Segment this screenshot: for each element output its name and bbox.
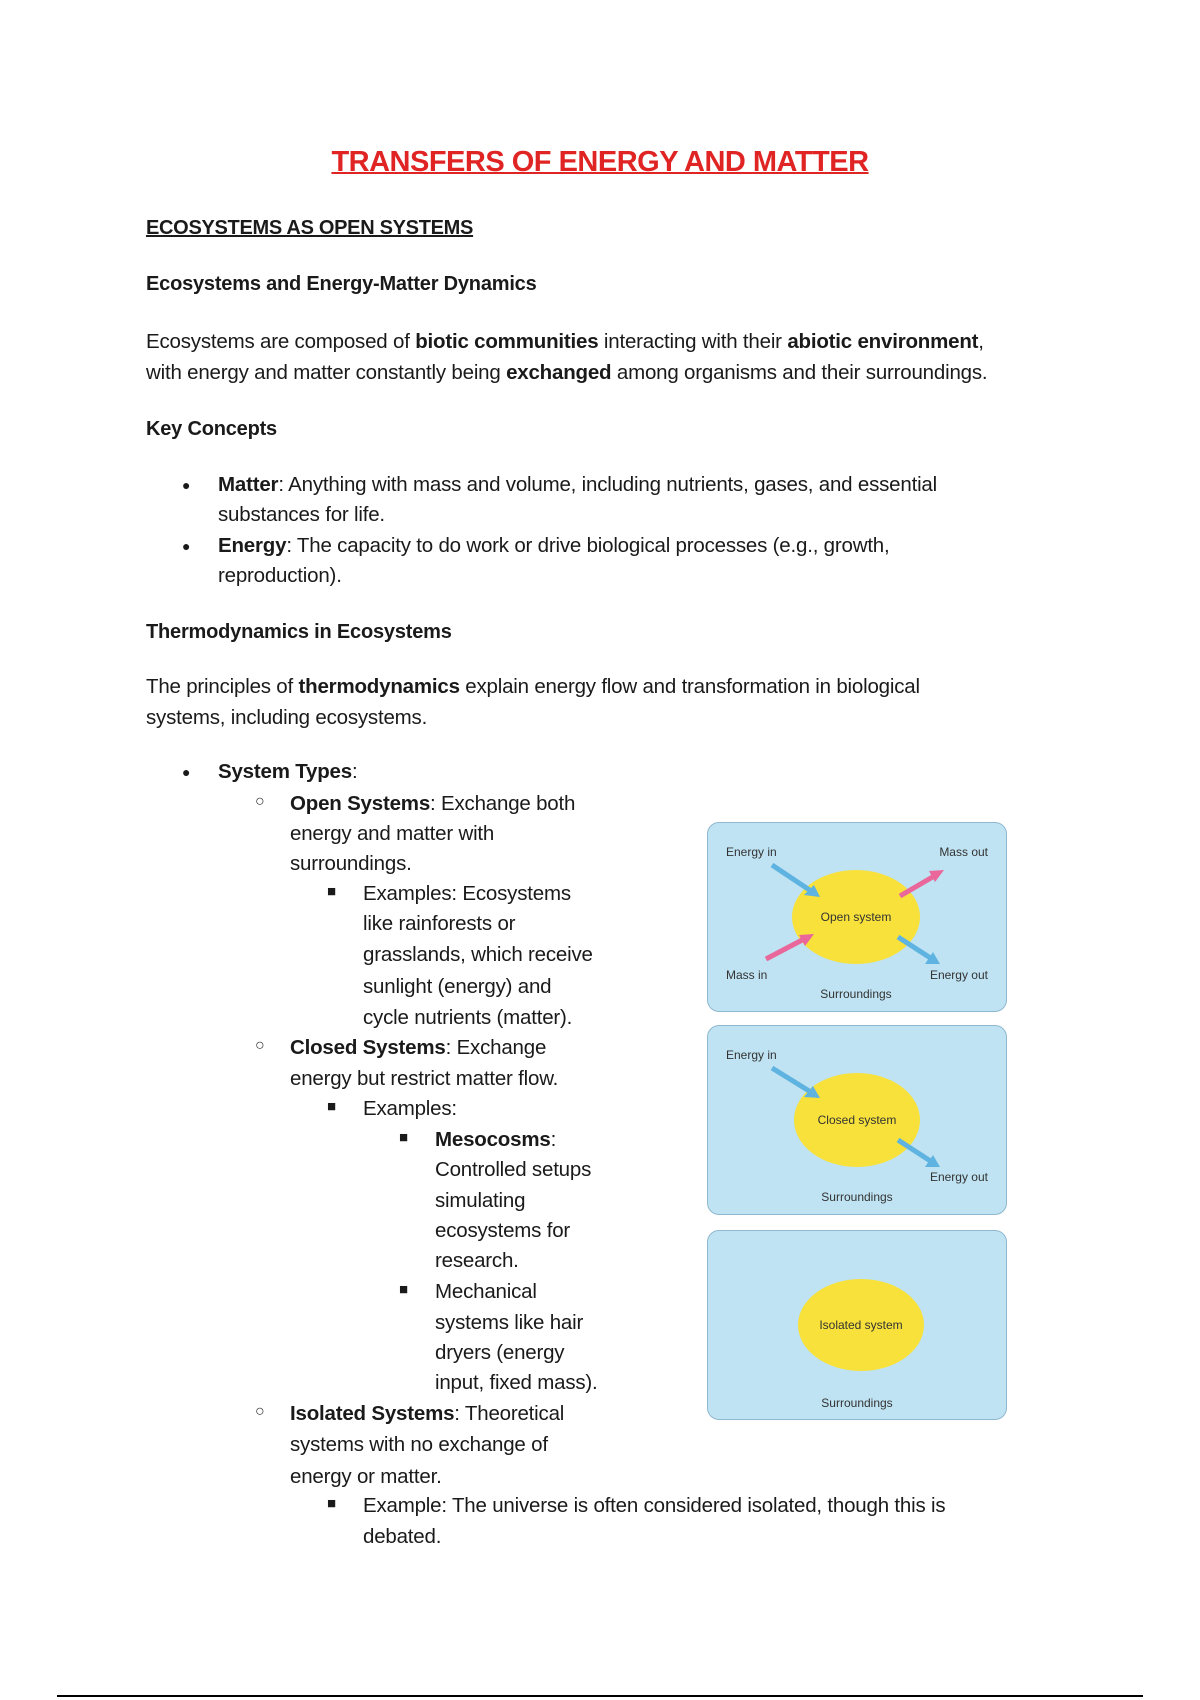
label-energy-in: Energy in: [726, 1048, 777, 1062]
label-isolated-system: Isolated system: [819, 1318, 903, 1332]
subheading-thermodynamics: Thermodynamics in Ecosystems: [146, 621, 452, 643]
square-bullet-icon: ■: [399, 1281, 409, 1298]
square-bullet-icon: ■: [327, 883, 337, 900]
term-exchanged: exchanged: [506, 361, 612, 384]
isolated-example-line: debated.: [363, 1525, 442, 1548]
mesocosms-line: simulating: [435, 1189, 526, 1212]
energy-in-arrow: [772, 865, 814, 893]
label-surroundings: Surroundings: [820, 987, 892, 1001]
open-system-svg: [708, 823, 1006, 1011]
isolated-system-diagram: [707, 1230, 1007, 1420]
label-mass-out: Mass out: [939, 845, 988, 859]
bullet-icon: ●: [182, 538, 191, 554]
label-closed-system: Closed system: [817, 1113, 897, 1127]
label-energy-in: Energy in: [726, 845, 777, 859]
closed-examples-label: Examples:: [363, 1097, 457, 1120]
open-examples-line: grasslands, which receive: [363, 943, 593, 966]
subheading-key-concepts: Key Concepts: [146, 418, 277, 440]
list-item-closed-systems: Closed Systems: Exchange: [290, 1036, 547, 1059]
bullet-icon: ●: [182, 764, 191, 780]
list-item-energy: Energy: The capacity to do work or drive biological processes (e.g., growth,: [218, 534, 890, 557]
section-heading: ECOSYSTEMS AS OPEN SYSTEMS: [146, 217, 474, 239]
open-system-diagram: [707, 822, 1007, 1012]
circle-bullet-icon: ○: [255, 1037, 265, 1054]
mechanical-line: Mechanical: [435, 1280, 537, 1303]
square-bullet-icon: ■: [399, 1129, 409, 1146]
mesocosms-line: ecosystems for: [435, 1219, 571, 1242]
open-systems-line: energy and matter with: [290, 822, 495, 845]
subheading-energy-matter-dynamics: Ecosystems and Energy-Matter Dynamics: [146, 273, 537, 295]
open-examples-line: Examples: Ecosystems: [363, 882, 571, 905]
label-surroundings: Surroundings: [821, 1396, 893, 1410]
label-surroundings: Surroundings: [821, 1190, 893, 1204]
label-energy-out: Energy out: [929, 968, 988, 982]
isolated-example-line: Example: The universe is often considered isolated, though this is: [363, 1494, 946, 1517]
list-item-matter: Matter: Anything with mass and volume, including nutrients, gases, and essential: [218, 473, 937, 496]
closed-systems-line: energy but restrict matter flow.: [290, 1067, 559, 1090]
open-examples-line: cycle nutrients (matter).: [363, 1006, 573, 1029]
mesocosms-line: research.: [435, 1249, 519, 1272]
energy-in-arrow: [772, 1068, 814, 1094]
mass-in-arrow: [766, 938, 806, 959]
list-item-system-types: System Types:: [218, 760, 358, 783]
term-abiotic-environment: abiotic environment: [787, 330, 979, 353]
open-examples-line: sunlight (energy) and: [363, 975, 552, 998]
list-item-open-systems: Open Systems: Exchange both: [290, 792, 576, 815]
square-bullet-icon: ■: [327, 1495, 337, 1512]
list-item-energy-cont: reproduction).: [218, 564, 342, 587]
isolated-systems-line: systems with no exchange of: [290, 1433, 548, 1456]
page-title: TRANSFERS OF ENERGY AND MATTER: [331, 146, 869, 178]
bottom-divider: [57, 1695, 1143, 1697]
paragraph-thermodynamics: The principles of thermodynamics explain energy flow and transformation in biological systems, including ecosystems.: [146, 675, 920, 729]
paragraph-ecosystems: Ecosystems are composed of biotic communities interacting with their abiotic environment, with energy and matter constantly being exchanged among organisms and their surroundings.: [146, 330, 988, 384]
isolated-systems-line: energy or matter.: [290, 1465, 442, 1488]
mechanical-line: input, fixed mass).: [435, 1371, 598, 1394]
mesocosms-line: Controlled setups: [435, 1158, 592, 1181]
list-item-isolated-systems: Isolated Systems: Theoretical: [290, 1402, 565, 1425]
list-item-mesocosms: Mesocosms:: [435, 1128, 557, 1151]
bullet-icon: ●: [182, 477, 191, 493]
circle-bullet-icon: ○: [255, 793, 265, 810]
mechanical-line: dryers (energy: [435, 1341, 565, 1364]
label-energy-out: Energy out: [929, 1170, 988, 1184]
term-biotic-communities: biotic communities: [415, 330, 599, 353]
list-item-matter-cont: substances for life.: [218, 503, 385, 526]
term-thermodynamics: thermodynamics: [298, 675, 460, 698]
closed-system-diagram: [707, 1025, 1007, 1215]
square-bullet-icon: ■: [327, 1098, 337, 1115]
circle-bullet-icon: ○: [255, 1403, 265, 1420]
open-systems-line: surroundings.: [290, 852, 412, 875]
isolated-system-svg: [708, 1231, 1006, 1419]
open-examples-line: like rainforests or: [363, 912, 516, 935]
mechanical-line: systems like hair: [435, 1311, 584, 1334]
label-open-system: Open system: [820, 910, 892, 924]
closed-system-svg: [708, 1026, 1006, 1214]
mass-out-arrow: [900, 875, 936, 896]
label-mass-in: Mass in: [726, 968, 768, 982]
